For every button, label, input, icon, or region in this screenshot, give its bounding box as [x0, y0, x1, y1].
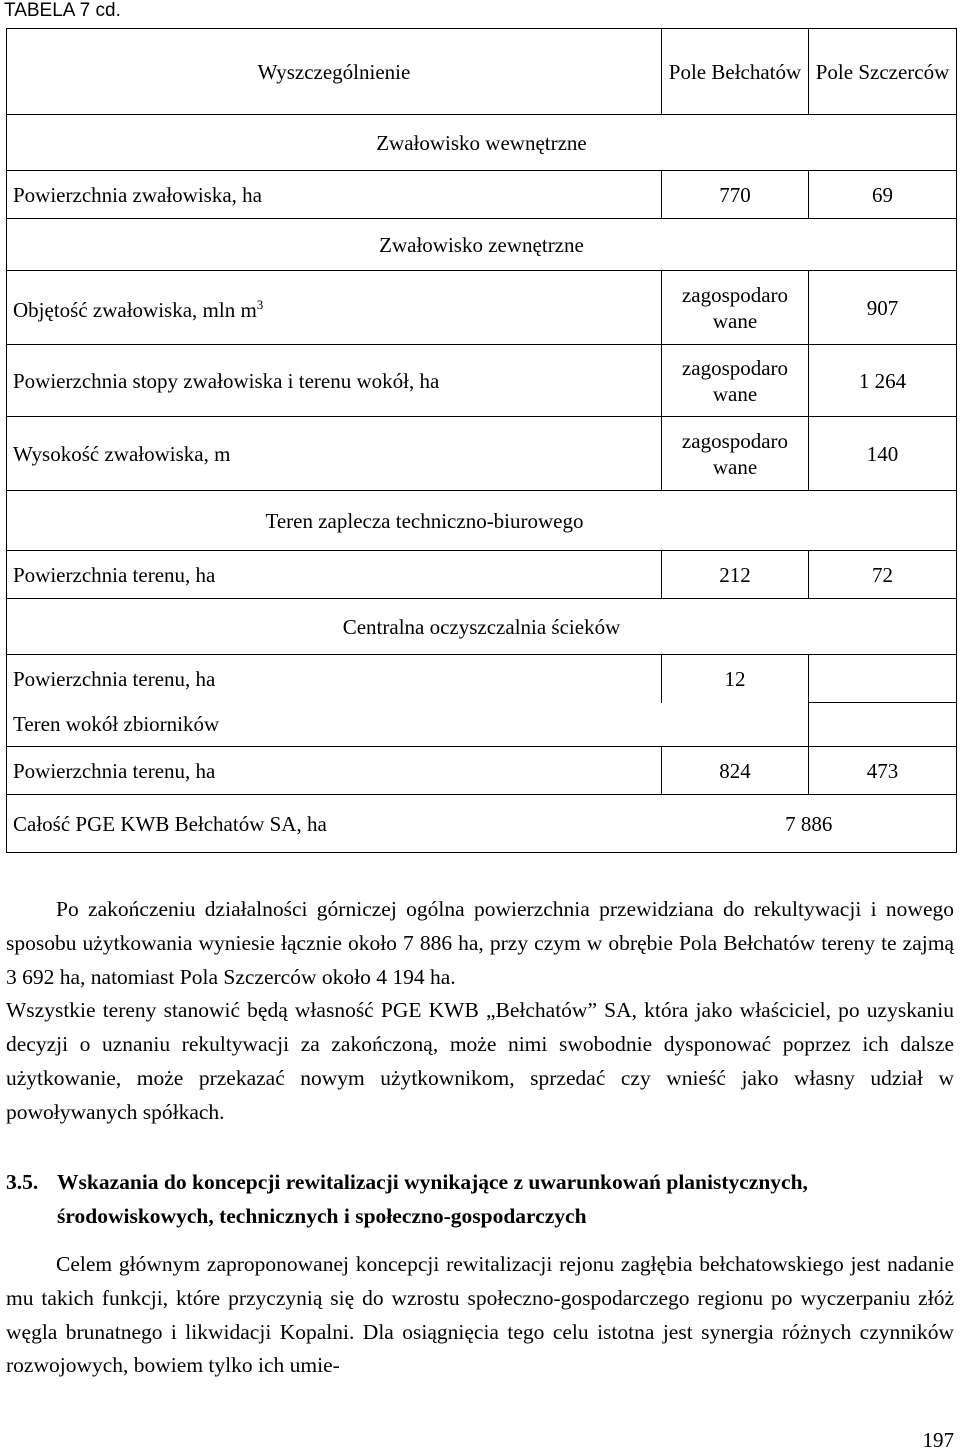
section-row	[7, 599, 957, 655]
header-col-belchatow: Pole Bełchatów	[662, 29, 809, 115]
row-label: Całość PGE KWB Bełchatów SA, ha	[7, 795, 662, 853]
page-number: 197	[922, 1428, 954, 1452]
row-label: Powierzchnia stopy zwałowiska i terenu wokół, ha	[7, 345, 662, 417]
header-col-specification: Wyszczególnienie	[7, 29, 662, 115]
cell-szczercow: 72	[809, 551, 957, 599]
section-number: 3.5.	[6, 1170, 39, 1194]
cell-szczercow	[809, 655, 957, 703]
table-row	[7, 271, 957, 345]
table-row-total	[7, 795, 957, 853]
row-label-text: Objętość zwałowiska, mln m	[13, 298, 257, 322]
cell-empty	[809, 703, 957, 747]
table-caption: TABELA 7 cd.	[4, 0, 121, 21]
data-table	[6, 28, 957, 853]
table-row	[7, 551, 957, 599]
section-centralna-oczyszczalnia: Centralna oczyszczalnia ścieków	[7, 599, 957, 655]
section-title: Wskazania do koncepcji rewitalizacji wynikające z uwarunkowań planistycznych, środowiskowych, technicznych i społeczno-gospodarczych	[57, 1170, 808, 1228]
table-header-row	[7, 29, 957, 115]
section-row	[7, 491, 957, 551]
row-label: Powierzchnia zwałowiska, ha	[7, 171, 662, 219]
section-heading	[6, 1165, 954, 1233]
section-row	[7, 219, 957, 271]
table-row	[7, 345, 957, 417]
section-zwalowisko-wewnetrzne: Zwałowisko wewnętrzne	[7, 115, 957, 171]
cell-szczercow: 1 264	[809, 345, 957, 417]
cell-szczercow: 907	[809, 271, 957, 345]
cell-belchatow: 770	[662, 171, 809, 219]
table-row	[7, 171, 957, 219]
paragraph: Po zakończeniu działalności górniczej ogólna powierzchnia przewidziana do rekultywacji i nowego sposobu użytkowania wyniesie łącznie około 7 886 ha, przy czym w obrębie Pola Bełchatów tereny te zajmą 3 692 ha, natomiast Pola Szczerców około 4 194 ha.	[6, 897, 954, 989]
header-col-szczercow: Pole Szczerców	[809, 29, 957, 115]
superscript: 3	[256, 297, 264, 312]
table-row	[7, 417, 957, 491]
row-label: Teren wokół zbiorników	[7, 703, 809, 747]
cell-total: 7 886	[662, 795, 957, 853]
paragraph: Celem głównym zaproponowanej koncepcji rewitalizacji rejonu zagłębia bełchatowskiego jest nadanie mu takich funkcji, które przyczynią się do wzrostu społeczno-gospodarczego regionu po wyczerpaniu złóż węgla brunatnego i likwidacji Kopalni. Dla osiągnięcia tego celu istotna jest synergia różnych czynników rozwojowych, bowiem tylko ich umie-	[6, 1252, 954, 1378]
cell-belchatow: zagospodaro wane	[662, 417, 809, 491]
row-label: Powierzchnia terenu, ha	[7, 551, 662, 599]
cell-belchatow: 12	[662, 655, 809, 703]
table-row	[7, 703, 957, 747]
cell-belchatow: 212	[662, 551, 809, 599]
row-label	[7, 271, 662, 345]
body-text	[6, 893, 954, 1130]
cell-szczercow: 140	[809, 417, 957, 491]
section-teren-zaplecza: Teren zaplecza techniczno-biurowego	[7, 491, 957, 551]
table-row	[7, 655, 957, 703]
cell-belchatow: 824	[662, 747, 809, 795]
section-zwalowisko-zewnetrzne: Zwałowisko zewnętrzne	[7, 219, 957, 271]
table-row	[7, 747, 957, 795]
row-label: Wysokość zwałowiska, m	[7, 417, 662, 491]
row-label: Powierzchnia terenu, ha	[7, 747, 662, 795]
cell-belchatow: zagospodaro wane	[662, 271, 809, 345]
section-row	[7, 115, 957, 171]
cell-belchatow: zagospodaro wane	[662, 345, 809, 417]
cell-szczercow: 69	[809, 171, 957, 219]
paragraph: Wszystkie tereny stanowić będą własność PGE KWB „Bełchatów” SA, która jako właściciel, po uzyskaniu decyzji o uznaniu rekultywacji za zakończoną, może nimi swobodnie dysponować poprzez ich dalsze użytkowanie, może przekazać nowym użytkownikom, sprzedać czy wnieść jako własny udział w powoływanych spółkach.	[6, 998, 954, 1124]
body-text	[6, 1248, 954, 1383]
cell-szczercow: 473	[809, 747, 957, 795]
row-label: Powierzchnia terenu, ha	[7, 655, 662, 703]
